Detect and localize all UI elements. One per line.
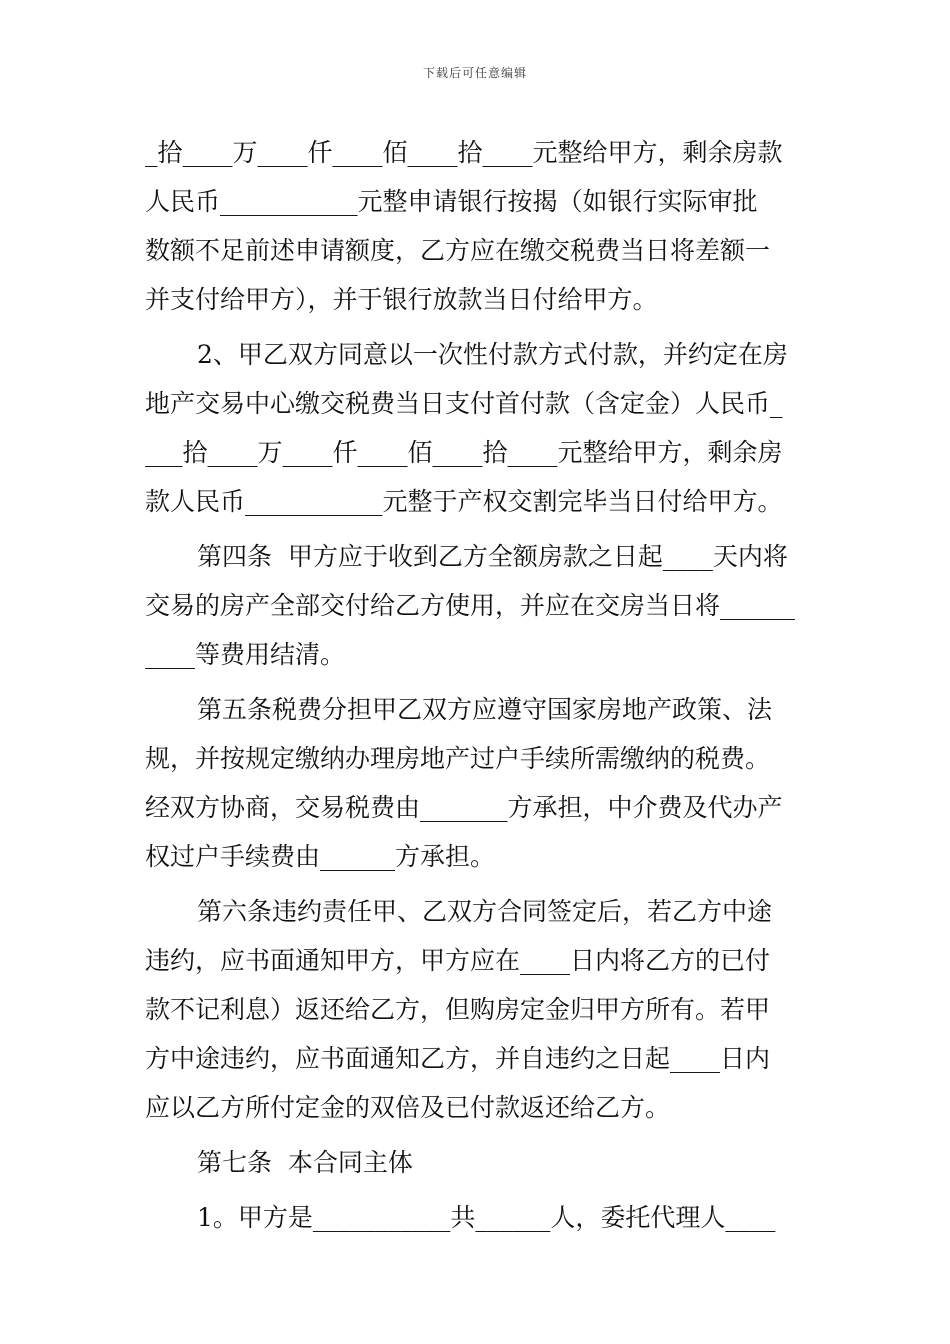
text-line: 规，并按规定缴纳办理房地产过户手续所需缴纳的税费。 [145,744,771,773]
text-line: 第四条 甲方应于收到乙方全额房款之日起____天内将 [197,542,788,571]
text-line: 违约，应书面通知甲方，甲方应在____日内将乙方的已付 [145,946,771,975]
paragraph [145,330,810,526]
section-heading [145,1138,810,1187]
page-header: 下载后可任意编辑 [422,66,527,80]
text-line: 数额不足前述申请额度，乙方应在缴交税费当日将差额一 [145,236,771,265]
text-line: _拾____万____仟____佰____拾____元整给甲方，剩余房款 [145,138,783,167]
text-line: 并支付给甲方），并于银行放款当日付给甲方。 [145,285,658,314]
text-line: 交易的房产全部交付给乙方使用，并应在交房当日将______ [145,591,796,620]
text-line: ___拾____万____仟____佰____拾____元整给甲方，剩余房 [145,438,783,467]
text-line: 应以乙方所付定金的双倍及已付款返还给乙方。 [145,1093,671,1122]
text-line: 第七条 本合同主体 [197,1148,413,1177]
paragraph [145,532,810,679]
text-line: ____等费用结清。 [145,640,346,669]
text-line: 第五条税费分担甲乙双方应遵守国家房地产政策、法 [197,695,773,724]
paragraph [145,685,810,881]
paragraph [145,1193,810,1242]
text-line: 款人民币___________元整于产权交割完毕当日付给甲方。 [145,487,783,516]
text-line: 第六条违约责任甲、乙双方合同签定后，若乙方中途 [197,897,773,926]
paragraph [145,128,810,324]
text-line: 2、甲乙双方同意以一次性付款方式付款，并约定在房 [197,340,788,369]
text-line: 权过户手续费由______方承担。 [145,842,496,871]
text-line: 经双方协商，交易税费由_______方承担，中介费及代办产 [145,793,783,822]
text-line: 1。甲方是___________共______人，委托代理人____ [197,1203,776,1232]
text-line: 款不记利息）返还给乙方，但购房定金归甲方所有。若甲 [145,995,771,1024]
paragraph [145,887,810,1132]
document-body [145,128,810,1242]
text-line: 方中途违约，应书面通知乙方，并自违约之日起____日内 [145,1044,771,1073]
text-line: 人民币___________元整申请银行按揭（如银行实际审批 [145,187,758,216]
text-line: 地产交易中心缴交税费当日支付首付款（含定金）人民币_ [145,389,783,418]
